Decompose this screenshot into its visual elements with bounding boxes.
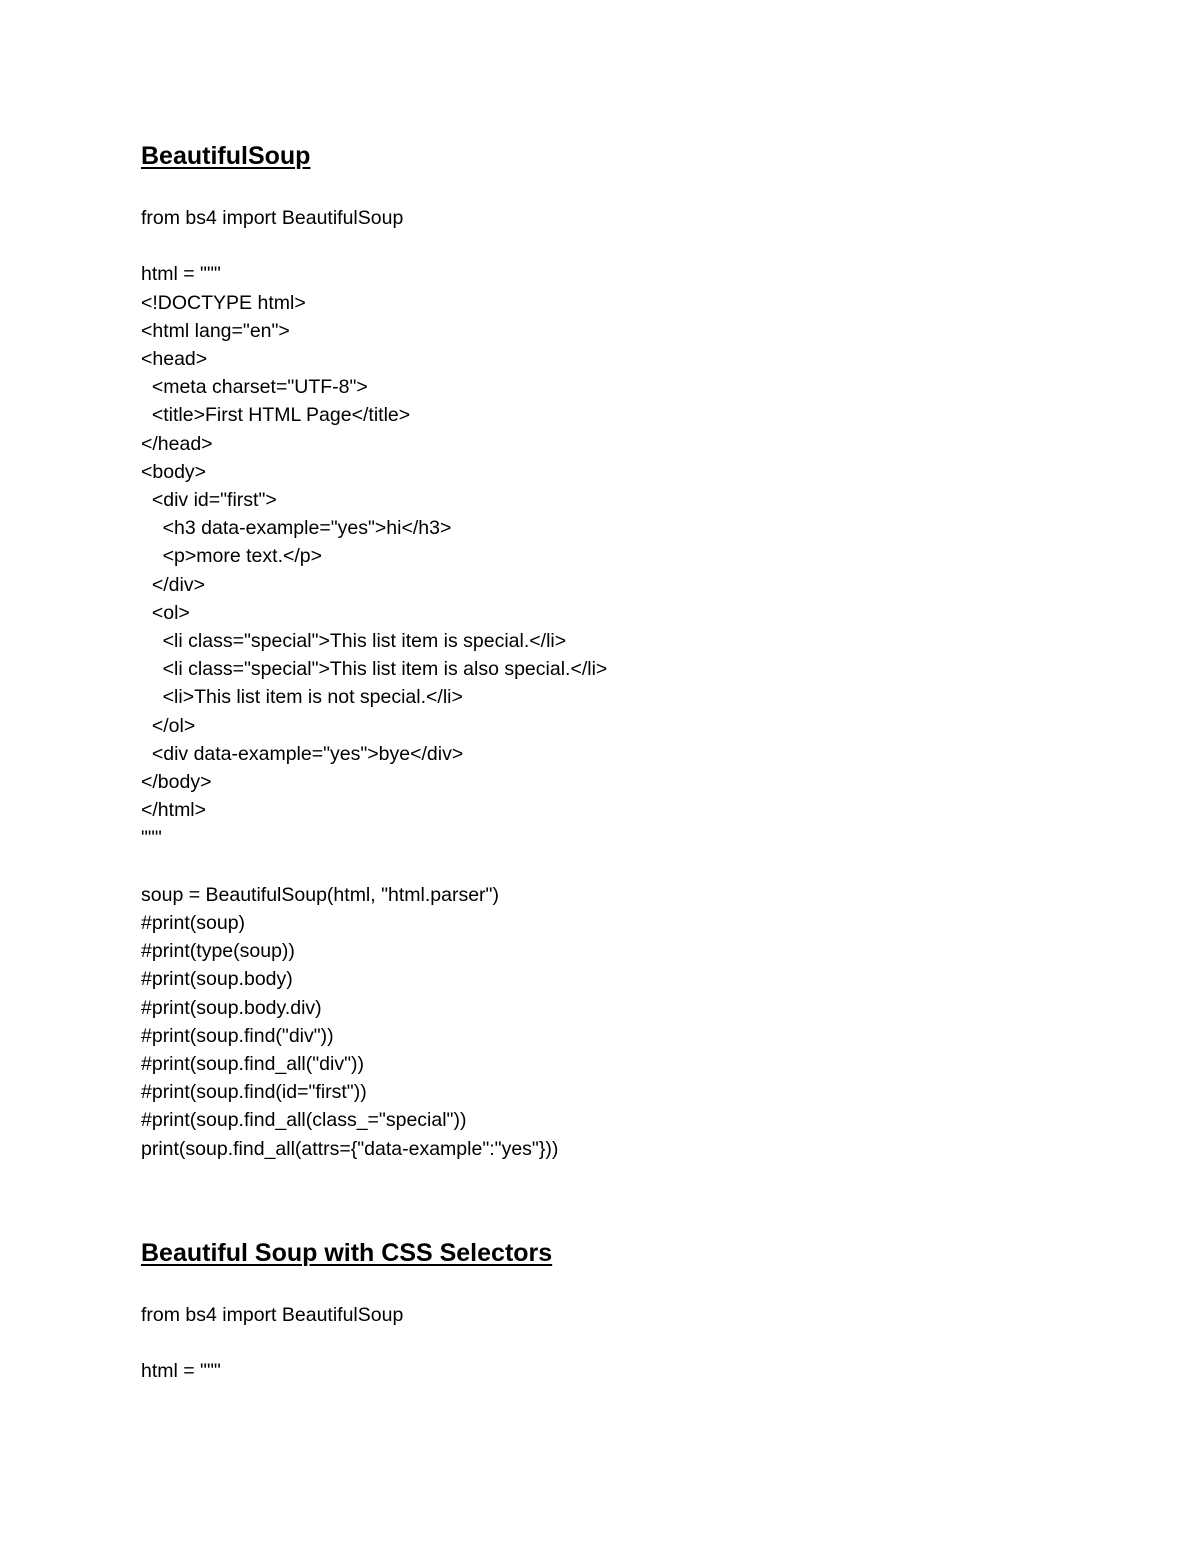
code-line: from bs4 import BeautifulSoup <box>141 207 404 229</box>
code-line: <li class="special">This list item is special.</li> <box>141 630 567 652</box>
code-line: <li class="special">This list item is also special.</li> <box>141 658 608 681</box>
code-line: <body> <box>141 460 207 483</box>
code-line: <h3 data-example="yes">hi</h3> <box>141 517 452 540</box>
code-line: <!DOCTYPE html> <box>141 291 306 314</box>
code-line: #print(soup.body.div) <box>141 996 322 1019</box>
code-line: <div id="first"> <box>141 489 277 511</box>
code-line: </ol> <box>141 714 196 737</box>
code-line: html = """ <box>141 263 221 286</box>
code-line: #print(soup) <box>141 912 246 934</box>
code-line: <p>more text.</p> <box>141 545 323 568</box>
code-line: print(soup.find_all(attrs={"data-example":"yes"})) <box>141 1137 559 1160</box>
code-line: #print(type(soup)) <box>141 940 295 963</box>
code-line: <meta charset="UTF-8"> <box>141 376 368 399</box>
code-line: </div> <box>141 573 205 596</box>
code-line: <div data-example="yes">bye</div> <box>141 742 464 765</box>
code-line: <head> <box>141 348 208 370</box>
code-line: #print(soup.find_all(class_="special")) <box>141 1109 467 1132</box>
code-line: <html lang="en"> <box>141 319 290 342</box>
code-line: #print(soup.find_all("div")) <box>141 1053 365 1075</box>
code-line: #print(soup.find(id="first")) <box>141 1081 367 1104</box>
section-heading-css-selectors: Beautiful Soup with CSS Selectors <box>141 1239 553 1267</box>
code-line: from bs4 import BeautifulSoup <box>141 1304 404 1326</box>
code-line: <ol> <box>141 601 190 624</box>
code-line: </body> <box>141 771 212 793</box>
code-line: html = """ <box>141 1360 221 1383</box>
code-line: #print(soup.body) <box>141 968 293 991</box>
code-line: <li>This list item is not special.</li> <box>141 686 463 709</box>
code-line: #print(soup.find("div")) <box>141 1024 334 1047</box>
code-line: </head> <box>141 432 213 455</box>
code-line: soup = BeautifulSoup(html, "html.parser") <box>141 883 499 906</box>
section-heading-beautifulsoup: BeautifulSoup <box>141 142 311 170</box>
code-line: <title>First HTML Page</title> <box>141 404 411 427</box>
code-line: </html> <box>141 799 207 822</box>
code-line: """ <box>141 827 162 850</box>
